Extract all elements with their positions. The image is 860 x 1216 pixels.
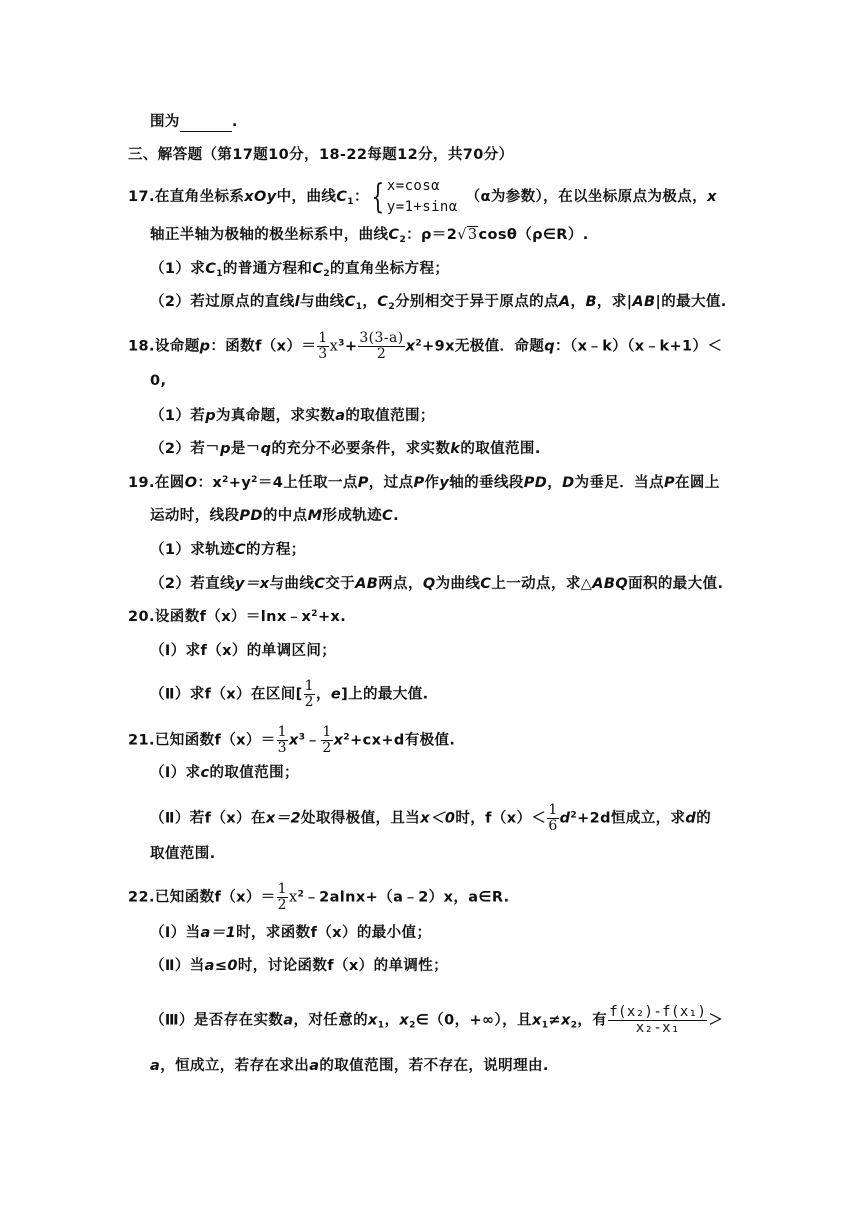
parametric-system: x=cosα y=1+sinα xyxy=(386,178,458,215)
question-number: 22. xyxy=(128,889,155,906)
q20-part1: （Ⅰ）求f（x）的单调区间； xyxy=(150,643,337,659)
q19-line2: 运动时，线段PD的中点M形成轨迹C. xyxy=(150,508,399,524)
fraction-one-third: $\frac{1}{3}$ xyxy=(277,724,287,756)
q17-line1: 17.在直角坐标系xOy中，曲线$C_1$：{ x=cosα y=1+sinα （α为参数），在以坐标原点为极点，x xyxy=(128,177,717,217)
period: . xyxy=(231,114,238,130)
section-header: 三、解答题（第17题10分，18-22每题12分，共70分） xyxy=(128,147,514,163)
question-number: 18. xyxy=(128,338,155,355)
q21-line3: 取值范围. xyxy=(150,846,216,862)
question-number: 20. xyxy=(128,609,155,625)
fraction-one-half: $\frac{1}{2}$ xyxy=(277,881,287,913)
q20-part2: （Ⅱ）求f（x）在区间[ $\frac{1}{2}$ ，e]上的最大值. xyxy=(150,678,429,710)
q20-line1: 20.设函数$f(x)=\ln x﹣x^2+x$. xyxy=(128,609,347,625)
fraction-3-3-a-over-2: $\frac{3(3-a)}{2}$ xyxy=(359,330,404,362)
fraction-one-half: $\frac{1}{2}$ xyxy=(322,724,332,756)
q22-part2: （Ⅱ）当a≤0时，讨论函数f（x）的单调性； xyxy=(150,958,449,974)
q22-line1: 22.已知函数f（x）＝ $\frac{1}{2}$ $x^2﹣2alnx+(a﹣2)x$，a∈R. xyxy=(128,881,510,913)
fraction-one-half: $\frac{1}{2}$ xyxy=(304,678,314,710)
q19-line1: 19.在圆O：$x^2+y^2=4$上任取一点P，过点P作y轴的垂线段PD，D为垂足．当点P在圆上 xyxy=(128,475,720,491)
q22-line-final: a，恒成立，若存在求出a的取值范围，若不存在，说明理由. xyxy=(150,1058,549,1074)
difference-quotient-fraction: $\frac{\text{f(x₂)-f(x₁)}}{\text{x₂-x₁}}$ xyxy=(609,1004,707,1036)
q18-line1: 18.设命题p：函数f（x）＝ $\frac{1}{3}$ $x^3+$ $\frac{3(3-a)}{2}$ $x^2+9x$无极值．命题q：（x﹣k）（x﹣k+1）＜ xyxy=(128,330,723,362)
q17-part2: （2）若过原点的直线l与曲线$C_1$，$C_2$分别相交于异于原点的点A，B，求|AB|的最大值. xyxy=(150,294,727,312)
q19-part2: （2）若直线y＝x与曲线C交于AB两点，Q为曲线C上一动点，求△ABQ面积的最大值. xyxy=(150,576,724,592)
fraction-one-third: $\frac{1}{3}$ xyxy=(318,330,328,362)
q17-part1: （1）求$C_1$的普通方程和$C_2$的直角坐标方程； xyxy=(150,261,450,279)
continuation-text: 围为 xyxy=(150,114,180,130)
q18-line2: 0, xyxy=(150,373,167,389)
q19-part1: （1）求轨迹C的方程； xyxy=(150,542,306,558)
continuation-line xyxy=(150,112,238,132)
question-number: 19. xyxy=(128,475,155,491)
question-number: 21. xyxy=(128,732,155,749)
sqrt-3: √3 xyxy=(457,227,478,243)
q17-line2: 轴正半轴为极轴的极坐标系中，曲线$C_2$：ρ＝2√3cosθ（ρ∈R）. xyxy=(150,227,589,245)
q21-part1: （Ⅰ）求c的取值范围； xyxy=(150,765,299,781)
q21-line1: 21.已知函数f（x）＝ $\frac{1}{3}$ $x^3﹣$ $\frac{1}{2}$ $x^2+cx+d$有极值. xyxy=(128,724,456,756)
q18-part2: （2）若￢p是￢q的充分不必要条件，求实数k的取值范围. xyxy=(150,441,541,457)
answer-blank xyxy=(180,117,232,132)
question-number: 17. xyxy=(128,189,155,205)
q21-part2: （Ⅱ）若f（x）在x＝2处取得极值，且当x＜0时，f（x）＜ $\frac{1}{6}$ $d^2+2d$恒成立，求d的 xyxy=(150,802,712,834)
q18-part1: （1）若p为真命题，求实数a的取值范围； xyxy=(150,408,435,424)
system-brace: { xyxy=(371,177,385,217)
q22-part1: （Ⅰ）当a＝1时，求函数f（x）的最小值； xyxy=(150,925,432,941)
q22-part3: （Ⅲ）是否存在实数a，对任意的$x_1$，$x_2\in(0$，+∞），且$x_1\ne x_2$，有 $\frac{\text{f(x₂)-f(x₁)}}{\text{x₂-x₁}}$ ＞ xyxy=(150,1004,724,1036)
fraction-one-sixth: $\frac{1}{6}$ xyxy=(548,802,558,834)
